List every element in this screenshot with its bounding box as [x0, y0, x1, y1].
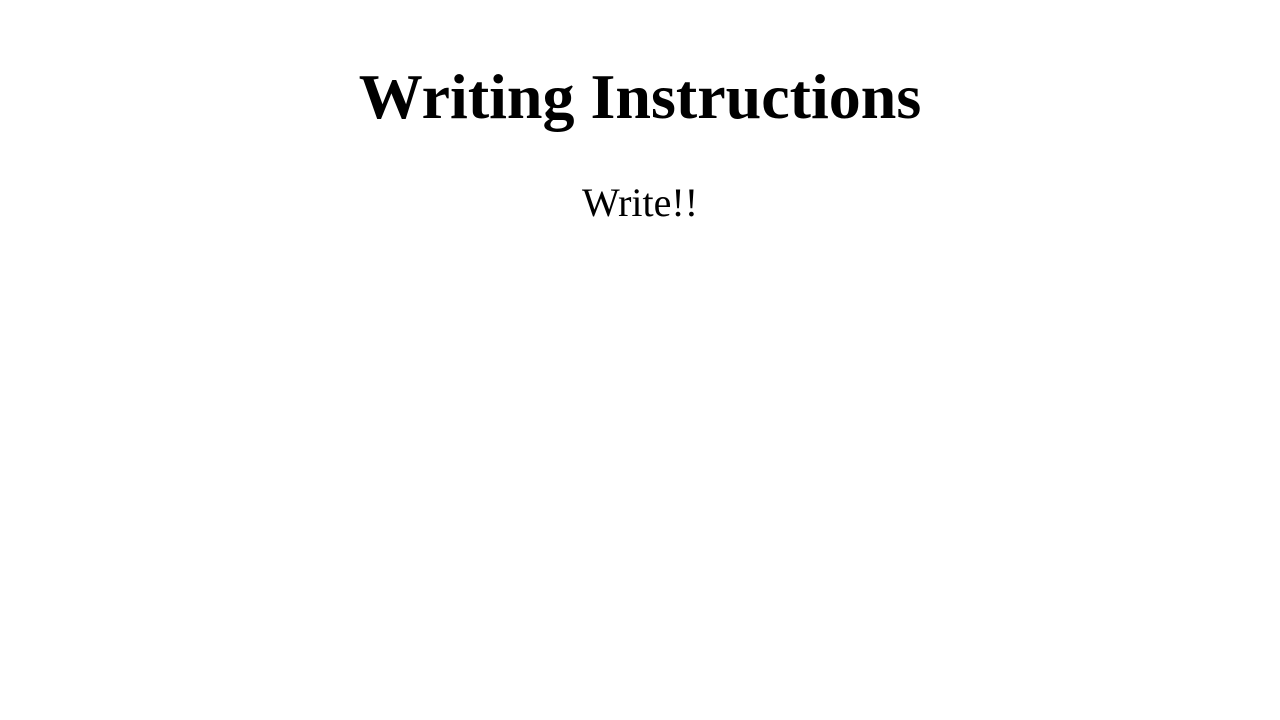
page-title: Writing Instructions — [358, 61, 922, 132]
instruction-text: Write!! — [581, 180, 699, 225]
